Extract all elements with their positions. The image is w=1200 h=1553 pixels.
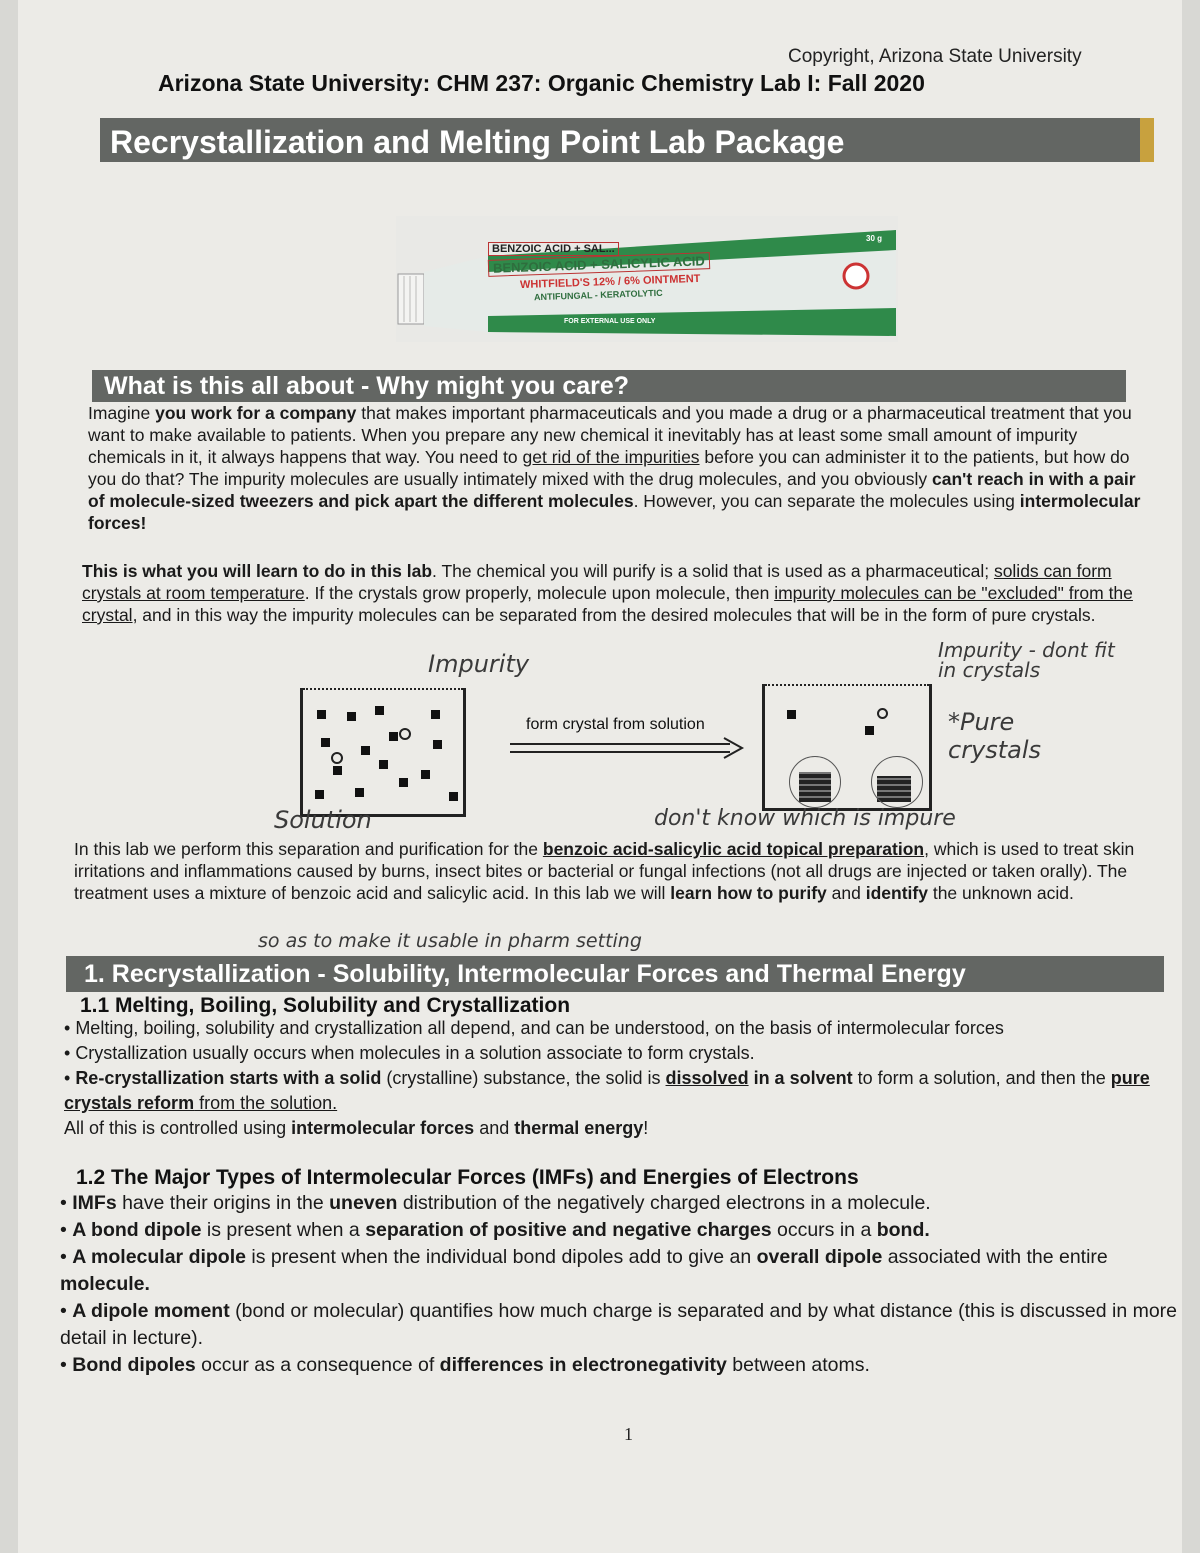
text-run: uneven <box>329 1192 398 1214</box>
text-run: (crystalline) substance, the solid is <box>381 1068 666 1088</box>
process-arrow <box>508 736 748 760</box>
section-1-2-list <box>60 1190 1180 1379</box>
text-run: . If the crystals grow properly, molecule upon molecule, then <box>304 583 775 603</box>
text-run: occurs in a <box>771 1219 877 1241</box>
text-run: Melting, boiling, solubility and crystallization all depend, and can be understood, on the basis of intermolecular forces <box>75 1018 1004 1038</box>
text-run: get rid of the impurities <box>522 447 700 467</box>
text-run: solids can form crystals at room temperature <box>82 561 1112 603</box>
text-run: before you can administer it to the patients, but how do you do that? The impurity molecules are usually intimately mixed with the drug molecules, and you obviously <box>88 447 1130 489</box>
handnote-solution: Solution <box>274 806 372 834</box>
list-item: • A molecular dipole is present when the individual bond dipoles add to give an overall dipole associated with the entire molecule. <box>60 1246 1108 1295</box>
text-run: can't reach in with a pair of molecule-sized tweezers and pick apart the different molecules <box>88 469 1136 511</box>
solution-beaker <box>300 688 466 817</box>
tube-weight: 30 g <box>866 234 883 243</box>
text-run: associated with the entire <box>882 1246 1108 1268</box>
subsection-1-1-heading: 1.1 Melting, Boiling, Solubility and Crystallization <box>80 994 571 1017</box>
text-run: and <box>826 883 866 903</box>
text-run: . The chemical you will purify is a solid that is used as a pharmaceutical; <box>432 561 994 581</box>
document-page <box>18 0 1182 1553</box>
text-run: is present when the individual bond dipoles add to give an <box>245 1246 757 1268</box>
handnote-purpose: so as to make it usable in pharm setting <box>258 930 642 952</box>
text-run: learn how to purify <box>670 883 827 903</box>
text-run: identify <box>865 883 928 903</box>
text-run: between atoms. <box>726 1354 870 1376</box>
text-run: , which is used to treat skin irritations and inflammations caused by burns, insect bites or bacterial or fungal infections (not all drugs are injected or taken orally). The treatment uses a mixture of benzoic acid and salicylic acid. In this lab we will <box>74 839 1135 903</box>
handnote-impurity-left: Impurity <box>428 650 530 678</box>
learning-paragraph <box>82 560 1142 626</box>
list-item <box>64 1116 1174 1141</box>
text-run: is present when a <box>201 1219 366 1241</box>
text-run: intermolecular forces <box>291 1118 475 1138</box>
tube-label-top: BENZOIC ACID + SAL... <box>488 242 619 256</box>
liquid-surface <box>765 684 929 692</box>
text-run: benzoic acid-salicylic acid topical preparation <box>542 839 925 859</box>
tube-label-sub: ANTIFUNGAL - KERATOLYTIC <box>533 287 663 303</box>
lab-paragraph <box>74 838 1154 904</box>
list-item: • A bond dipole is present when a separation of positive and negative charges occurs in a bond. <box>60 1219 930 1241</box>
section-1-1-list <box>64 1016 1174 1141</box>
text-run: intermolecular forces! <box>88 491 1141 533</box>
text-run: A molecular dipole <box>72 1246 246 1268</box>
crystal-beaker <box>762 684 932 811</box>
text-run: differences in electronegativity <box>439 1354 727 1376</box>
arrow-label: form crystal from solution <box>526 716 705 733</box>
handnote-unknown: don't know which is impure <box>654 806 956 831</box>
text-run: dissolved <box>665 1068 749 1088</box>
list-item: • Crystallization usually occurs when molecules in a solution associate to form crystals. <box>64 1043 755 1063</box>
list-item: • IMFs have their origins in the uneven distribution of the negatively charged electrons in a molecule. <box>60 1192 931 1214</box>
text-run: Re-crystallization starts with a solid <box>75 1068 382 1088</box>
why-section-heading: What is this all about - Why might you care? <box>92 370 1126 402</box>
ointment-tube-image <box>396 216 898 342</box>
text-run: the unknown acid. <box>927 883 1074 903</box>
text-run: Bond dipoles <box>72 1354 196 1376</box>
text-run: (bond or molecular) quantifies how much charge is separated and by what distance (this is discussed in more detail in lecture). <box>60 1300 1178 1349</box>
text-run: IMFs <box>72 1192 117 1214</box>
section-1-heading: 1. Recrystallization - Solubility, Intermolecular Forces and Thermal Energy <box>66 956 1164 992</box>
liquid-surface <box>303 688 463 696</box>
text-run: thermal energy <box>514 1118 644 1138</box>
text-run: and <box>474 1118 515 1138</box>
text-run: overall dipole <box>756 1246 883 1268</box>
tube-label-main: BENZOIC ACID + SALICYLIC ACID <box>488 252 710 277</box>
text-run: A dipole moment <box>72 1300 230 1322</box>
text-run: impurity molecules can be "excluded" from the crystal <box>82 583 1133 625</box>
text-run: Crystallization usually occurs when molecules in a solution associate to form crystals. <box>75 1043 755 1063</box>
text-run: occur as a consequence of <box>195 1354 440 1376</box>
text-run: separation of positive and negative charges <box>365 1219 772 1241</box>
text-run: All of this is controlled using <box>64 1118 292 1138</box>
text-run: in a solvent <box>748 1068 853 1088</box>
tube-label-external: FOR EXTERNAL USE ONLY <box>564 318 656 325</box>
text-run: ! <box>643 1118 649 1138</box>
intro-paragraph <box>88 402 1148 534</box>
text-run: pure crystals reform <box>64 1068 1150 1113</box>
text-run: to form a solution, and then the <box>852 1068 1111 1088</box>
text-run: molecule. <box>60 1273 150 1295</box>
text-run: Imagine <box>88 403 156 423</box>
list-item: • Bond dipoles occur as a consequence of differences in electronegativity between atoms. <box>60 1354 870 1376</box>
text-run: distribution of the negatively charged electrons in a molecule. <box>397 1192 931 1214</box>
text-run: . However, you can separate the molecules using <box>633 491 1020 511</box>
text-run: bond. <box>876 1219 930 1241</box>
page-title: Recrystallization and Melting Point Lab Package <box>110 124 845 160</box>
text-run: you work for a company <box>155 403 357 423</box>
course-header: Arizona State University: CHM 237: Organic Chemistry Lab I: Fall 2020 <box>158 70 925 96</box>
handnote-pure-crystals: *Pure crystals <box>948 708 1042 764</box>
text-run: that makes important pharmaceuticals and you made a drug or a pharmaceutical treatment that you want to make available to patients. When you prepare any new chemical it inevitably has at least some small amount of impurity chemicals in it, it always happens that way. You need to <box>88 403 1132 467</box>
page-number: 1 <box>624 1424 633 1444</box>
list-item: • A dipole moment (bond or molecular) quantifies how much charge is separated and by what distance (this is discussed in more detail in lecture). <box>60 1300 1178 1349</box>
subsection-1-2-heading: 1.2 The Major Types of Intermolecular Forces (IMFs) and Energies of Electrons <box>76 1166 859 1189</box>
tube-label-brand: WHITFIELD'S 12% / 6% OINTMENT <box>519 272 701 292</box>
list-item: • Re-crystallization starts with a solid (crystalline) substance, the solid is dissolved in a solvent to form a solution, and then the pure crystals reform from the solution. <box>64 1068 1150 1113</box>
text-run: In this lab we perform this separation and purification for the <box>74 839 543 859</box>
handnote-impurity-right: Impurity - dont fit in crystals <box>938 638 1115 682</box>
text-run: have their origins in the <box>116 1192 330 1214</box>
text-run: A bond dipole <box>72 1219 202 1241</box>
list-item: • Melting, boiling, solubility and crystallization all depend, and can be understood, on the basis of intermolecular forces <box>64 1018 1004 1038</box>
text-run: from the solution. <box>194 1093 338 1113</box>
text-run: , and in this way the impurity molecules can be separated from the desired molecules that will be in the form of pure crystals. <box>132 605 1096 625</box>
copyright-notice: Copyright, Arizona State University <box>788 46 1082 67</box>
text-run: This is what you will learn to do in this lab <box>82 561 433 581</box>
